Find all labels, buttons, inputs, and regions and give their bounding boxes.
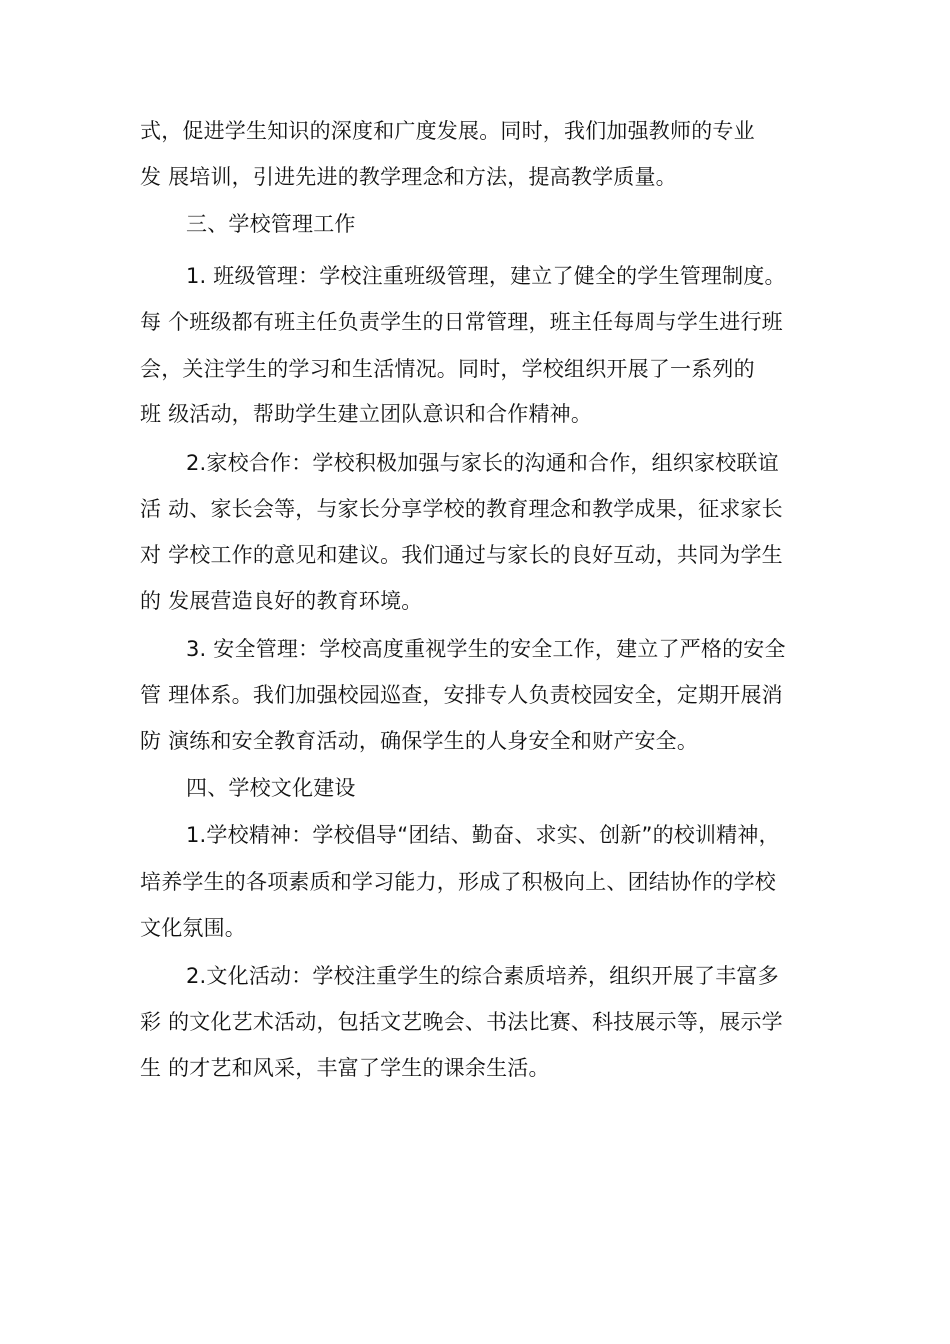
paragraph-start: 2.家校合作：学校积极加强与家长的沟通和合作，组织家校联谊: [186, 451, 779, 475]
paragraph-start: 3. 安全管理：学校高度重视学生的安全工作，建立了严格的安全: [186, 637, 786, 661]
text-line: 活 动、家长会等，与家长分享学校的教育理念和教学成果，征求家长: [140, 497, 783, 521]
text-line: 彩 的文化艺术活动，包括文艺晚会、书法比赛、科技展示等，展示学: [140, 1010, 783, 1034]
text-line: 培养学生的各项素质和学习能力，形成了积极向上、团结协作的学校: [140, 870, 776, 894]
text-line: 对 学校工作的意见和建议。我们通过与家长的良好互动，共同为学生: [140, 543, 783, 567]
text-line: 会，关注学生的学习和生活情况。同时，学校组织开展了一系列的: [140, 357, 755, 381]
text-line: 式，促进学生知识的深度和广度发展。同时，我们加强教师的专业: [140, 119, 755, 143]
paragraph-start: 1. 班级管理：学校注重班级管理，建立了健全的学生管理制度。: [186, 264, 786, 288]
paragraph-start: 2.文化活动：学校注重学生的综合素质培养，组织开展了丰富多: [186, 964, 779, 988]
section-heading: 四、学校文化建设: [186, 776, 356, 800]
section-heading: 三、学校管理工作: [186, 212, 356, 236]
text-line: 每 个班级都有班主任负责学生的日常管理，班主任每周与学生进行班: [140, 310, 783, 334]
text-line: 文化氛围。: [140, 916, 246, 940]
text-line: 生 的才艺和风采，丰富了学生的课余生活。: [140, 1056, 550, 1080]
text-line: 的 发展营造良好的教育环境。: [140, 589, 423, 613]
text-line: 发 展培训，引进先进的教学理念和方法，提高教学质量。: [140, 165, 677, 189]
text-line: 班 级活动，帮助学生建立团队意识和合作精神。: [140, 402, 593, 426]
text-line: 防 演练和安全教育活动，确保学生的人身安全和财产安全。: [140, 729, 699, 753]
paragraph-start: 1.学校精神：学校倡导“团结、勤奋、求实、创新”的校训精神，: [186, 823, 780, 847]
text-line: 管 理体系。我们加强校园巡查，安排专人负责校园安全，定期开展消: [140, 683, 783, 707]
